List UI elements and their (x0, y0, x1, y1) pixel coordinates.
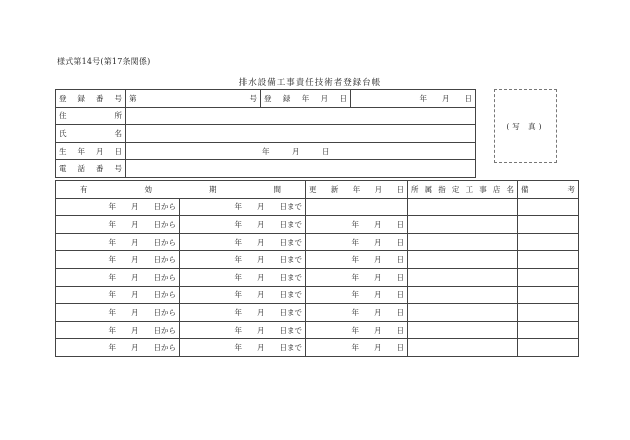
phone-row (56, 160, 476, 178)
validity-period-header: 有効期間 (56, 181, 306, 199)
valid-from-cell[interactable]: 年 月 日から (56, 233, 180, 251)
phone-label: 電話番号 (56, 160, 126, 178)
renewal-date-cell[interactable]: 年 月 日 (306, 321, 408, 339)
renewal-date-cell[interactable]: 年 月 日 (306, 339, 408, 357)
history-row (56, 304, 579, 322)
contractor-name-header: 所属指定工事店名 (408, 181, 518, 199)
contractor-name-cell[interactable] (408, 339, 518, 357)
valid-to-cell[interactable]: 年 月 日まで (180, 268, 306, 286)
history-row (56, 216, 579, 234)
remarks-header: 備考 (518, 181, 579, 199)
address-label: 住所 (56, 107, 126, 125)
photo-label: (写 真) (506, 121, 545, 131)
valid-from-cell[interactable]: 年 月 日から (56, 198, 180, 216)
renewal-date-cell[interactable]: 年 月 日 (306, 268, 408, 286)
valid-to-cell[interactable]: 年 月 日まで (180, 304, 306, 322)
name-row (56, 125, 476, 143)
valid-from-cell[interactable]: 年 月 日から (56, 286, 180, 304)
renewal-date-cell[interactable]: 年 月 日 (306, 286, 408, 304)
contractor-name-cell[interactable] (408, 268, 518, 286)
renewal-date-cell[interactable]: 年 月 日 (306, 233, 408, 251)
renewal-date-cell[interactable]: 年 月 日 (306, 251, 408, 269)
birth-date-label: 生年月日 (56, 142, 126, 160)
valid-from-cell[interactable]: 年 月 日から (56, 251, 180, 269)
valid-to-cell[interactable]: 年 月 日まで (180, 339, 306, 357)
registration-number-field[interactable] (126, 90, 261, 108)
valid-to-cell[interactable]: 年 月 日まで (180, 216, 306, 234)
contractor-name-cell[interactable] (408, 321, 518, 339)
valid-to-cell[interactable]: 年 月 日まで (180, 233, 306, 251)
registration-number-row (56, 90, 476, 108)
registration-number-suffix: 号 (249, 93, 257, 103)
contractor-name-cell[interactable] (408, 304, 518, 322)
remarks-cell[interactable] (518, 216, 579, 234)
remarks-cell[interactable] (518, 251, 579, 269)
valid-from-cell[interactable]: 年 月 日から (56, 321, 180, 339)
history-row (56, 233, 579, 251)
registration-number-label: 登録番号 (56, 90, 126, 108)
birth-date-field[interactable]: 年 月 日 (126, 142, 476, 160)
address-field[interactable] (126, 107, 476, 125)
address-row (56, 107, 476, 125)
registrant-info-table (55, 89, 476, 178)
phone-field[interactable] (126, 160, 476, 178)
remarks-cell[interactable] (518, 339, 579, 357)
history-body (56, 198, 579, 356)
valid-to-cell[interactable]: 年 月 日まで (180, 251, 306, 269)
history-row (56, 251, 579, 269)
contractor-name-cell[interactable] (408, 216, 518, 234)
valid-to-cell[interactable]: 年 月 日まで (180, 286, 306, 304)
registration-date-label: 登録年月日 (261, 90, 351, 108)
history-header-row (56, 181, 579, 199)
contractor-name-cell[interactable] (408, 286, 518, 304)
registration-number-prefix: 第 (129, 93, 137, 103)
form-number-label: 様式第14号(第17条関係) (57, 57, 151, 66)
renewal-date-cell[interactable]: 年 月 日 (306, 216, 408, 234)
valid-from-cell[interactable]: 年 月 日から (56, 304, 180, 322)
birth-date-row (56, 142, 476, 160)
valid-from-cell[interactable]: 年 月 日から (56, 268, 180, 286)
name-label: 氏名 (56, 125, 126, 143)
history-row (56, 286, 579, 304)
contractor-name-cell[interactable] (408, 251, 518, 269)
renewal-date-cell[interactable]: 年 月 日 (306, 304, 408, 322)
name-field[interactable] (126, 125, 476, 143)
registration-history-table (55, 180, 579, 357)
document-title: 排水設備工事責任技術者登録台帳 (238, 78, 382, 88)
valid-to-cell[interactable]: 年 月 日まで (180, 198, 306, 216)
photo-placeholder (494, 89, 557, 163)
remarks-cell[interactable] (518, 268, 579, 286)
contractor-name-cell[interactable] (408, 198, 518, 216)
remarks-cell[interactable] (518, 198, 579, 216)
history-row (56, 339, 579, 357)
history-row (56, 321, 579, 339)
contractor-name-cell[interactable] (408, 233, 518, 251)
history-row (56, 268, 579, 286)
valid-from-cell[interactable]: 年 月 日から (56, 216, 180, 234)
remarks-cell[interactable] (518, 321, 579, 339)
remarks-cell[interactable] (518, 304, 579, 322)
registration-date-field[interactable]: 年 月 日 (351, 90, 476, 108)
renewal-date-header: 更新年月日 (306, 181, 408, 199)
remarks-cell[interactable] (518, 233, 579, 251)
valid-to-cell[interactable]: 年 月 日まで (180, 321, 306, 339)
valid-from-cell[interactable]: 年 月 日から (56, 339, 180, 357)
history-row (56, 198, 579, 216)
remarks-cell[interactable] (518, 286, 579, 304)
renewal-date-cell[interactable] (306, 198, 408, 216)
